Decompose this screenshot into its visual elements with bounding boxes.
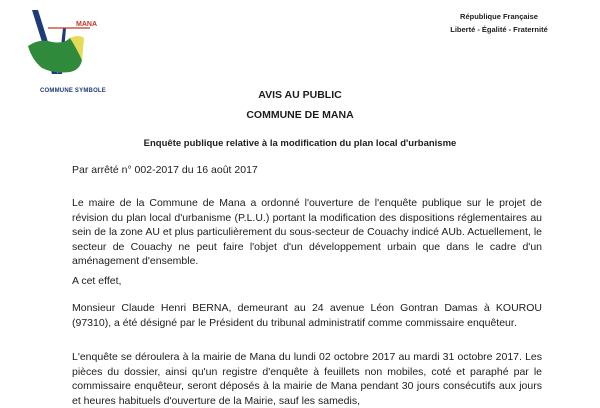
scan-bleed-through bbox=[140, 18, 300, 58]
republic-header bbox=[424, 10, 574, 36]
paragraph-effect: A cet effet, bbox=[72, 275, 122, 287]
paragraph-intro: Le maire de la Commune de Mana a ordonné l'ouverture de l'enquête publique sur le projet de révision du plan local d'urbanisme (P.L.U.) portant la modification des dispositions réglementaires au sein de la zone AU et plus particulièrement du sous-secteur de Couachy indicé AUb. Actuellement, le secteur de Couachy ne peut faire l'objet d'un développement urbain que dans le cadre d'un aménagement d'ensemble. bbox=[72, 197, 542, 268]
logo-caption: COMMUNE SYMBOLE bbox=[40, 88, 106, 94]
commune-title: COMMUNE DE MANA bbox=[246, 109, 354, 121]
paragraph-commissioner: Monsieur Claude Henri BERNA, demeurant au 24 avenue Léon Gontran Damas à KOUROU (97310), a été désigné par le Président du tribunal administratif comme commissaire enquêteur. bbox=[72, 302, 542, 329]
logo-name: MANA bbox=[76, 21, 97, 28]
republic-name: République Française bbox=[460, 12, 538, 21]
subject-title: Enquête publique relative à la modification du plan local d'urbanisme bbox=[143, 138, 457, 149]
mana-logo-graphic bbox=[18, 8, 108, 82]
republic-motto: Liberté - Égalité - Fraternité bbox=[450, 25, 548, 34]
commune-logo bbox=[18, 8, 108, 94]
paragraph-schedule: L'enquête se déroulera à la mairie de Mana du lundi 02 octobre 2017 au mardi 31 octobre 2017. Les pièces du dossier, ainsi qu'un registre d'enquête à feuillets non mobiles, coté et paraphé par le commissaire enquêteur, seront déposés à la mairie de Mana pendant 30 jours consécutifs aux jours et heures habituels d'ouverture de la Mairie, sauf les samedis, bbox=[72, 351, 542, 407]
decree-reference: Par arrêté n° 002-2017 du 16 août 2017 bbox=[72, 164, 258, 176]
notice-heading: AVIS AU PUBLIC bbox=[258, 89, 342, 101]
